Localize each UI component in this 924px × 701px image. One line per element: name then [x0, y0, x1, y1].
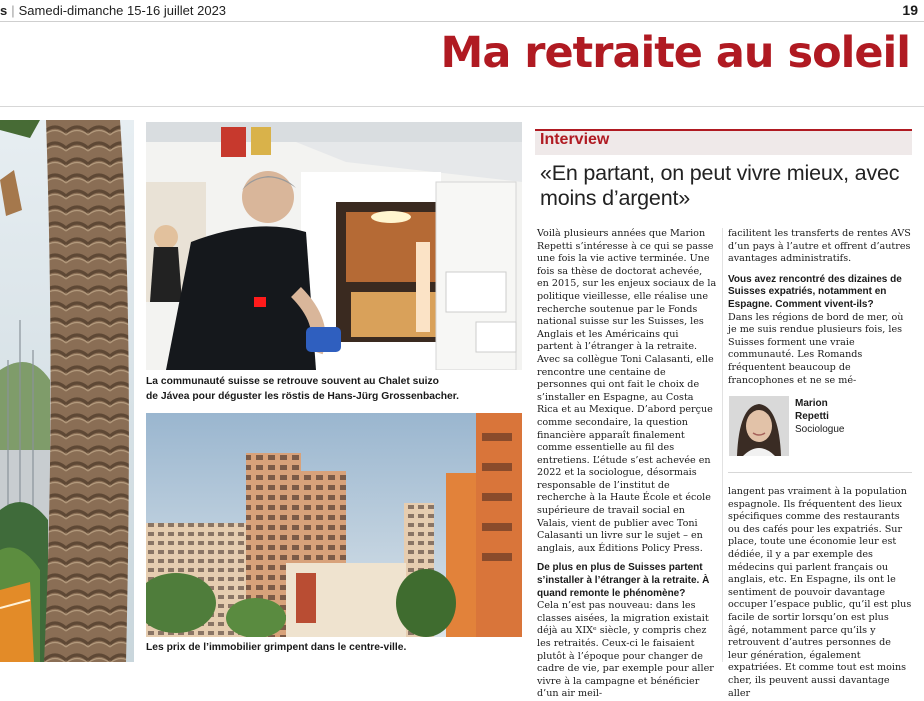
answer-2: Dans les régions de bord de mer, où je me suis rendue plusieurs fois, les Suisses forment une vraie communauté. Les Romands fréquentent beaucoup de francophones et ne se mé-: [728, 311, 904, 386]
headline-divider: [0, 106, 924, 107]
kitchen-photo: [146, 122, 522, 370]
question-2: Vous avez rencontré des dizaines de Suisses expatriés, notamment en Espagne. Comment vivent-ils?: [728, 273, 902, 310]
palm-tree-illustration: [0, 120, 134, 662]
palm-tree-photo: [0, 120, 134, 662]
city-buildings-illustration: [146, 413, 522, 637]
author-divider: [728, 472, 912, 473]
interview-column-1: [537, 228, 717, 701]
interview-column-2-top: [728, 228, 912, 387]
page-headline: Ma retraite au soleil: [440, 28, 910, 78]
interview-intro: Voilà plusieurs années que Marion Repetti s’intéresse à ce qui se passe une fois la vie active terminée. Une fois sa thèse de doctorat achevée, en 2015, sur les enjeux sociaux de la politique vieillesse, elle réalise une recherche soutenue par le Fonds national suisse sur les Suisses, les Anglais et les Américains qui partent à l’étranger à la retraite. Avec sa collègue Toni Calasanti, elle rencontre une centaine de personnes qui ont fait le choix de s’installer en Espagne, au Costa Rica et au Mexique. D’abord perçue comme secondaire, la question financière apparaît finalement comme essentielle au fil des entretiens. L’étude s’est achevée en 2022 et la sociologue, désormais responsable de l’institut de recherche à la Haute École et école supérieure de travail social en Valais, vient de publier avec Toni Calasanti un livre sur le sujet – en anglais, aux Éditions Policy Press.: [537, 228, 717, 554]
chalet-kitchen-illustration: [146, 122, 522, 370]
city-photo: [146, 413, 522, 637]
interview-label: Interview: [540, 131, 610, 148]
interview-column-2-bottom: langent pas vraiment à la population espagnole. Ils fréquentent des lieux spécifiques comme des restaurants ou des cafés pour les expatriés. Sur place, toute une économie leur est dédiée, il y a par exemple des médecins qui parlent français ou anglais, etc. En Espagne, ils ont le sentiment de pouvoir davantage occuper l’espace public, qu’il est plus facile de sortir lorsqu’on est plus âgé, notamment parce qu’ils y retrouvent d’autres personnes de leur génération, également expatriées. Et comme tout est moins cher, ils peuvent aussi davantage aller: [728, 486, 912, 699]
column-divider: [722, 228, 723, 662]
kitchen-caption-line2: de Jávea pour déguster les röstis de Hans-Jürg Grossenbacher.: [146, 391, 460, 402]
question-1: De plus en plus de Suisses partent s’installer à l’étranger à la retraite. À quand remonte le phénomène?: [537, 562, 710, 599]
kitchen-caption-line1: La communauté suisse se retrouve souvent au Chalet suizo: [146, 376, 439, 387]
author-first-name: Marion: [795, 398, 828, 409]
author-portrait-illustration: [729, 396, 789, 456]
section-name: s: [0, 3, 8, 18]
page-header-date: [0, 3, 226, 18]
city-photo-caption: Les prix de l’immobilier grimpent dans le centre-ville.: [146, 642, 407, 653]
issue-date: Samedi-dimanche 15-16 juillet 2023: [18, 3, 227, 18]
kitchen-photo-caption: [146, 374, 526, 404]
answer-1: Cela n’est pas nouveau: dans les classes aisées, la migration existait déjà au XIXᵉ siècle, y compris chez les retraités. Ceux-ci le faisaient plutôt à l’époque pour changer de cadre de vie, par exemple pour aller vivre à la campagne et bénéficier d’un air meil-: [537, 600, 714, 700]
author-name: [795, 398, 829, 423]
interview-title: «En partant, on peut vivre mieux, avec moins d’argent»: [540, 161, 900, 210]
header-divider: [0, 21, 924, 22]
author-role: Sociologue: [795, 424, 845, 435]
author-last-name: Repetti: [795, 410, 829, 422]
page-number: 19: [902, 2, 918, 18]
header-separator: |: [11, 3, 15, 18]
author-portrait: [729, 396, 789, 456]
answer-continuation: facilitent les transferts de rentes AVS d’un pays à l’autre et offrent d’autres avantages administratifs.: [728, 228, 911, 265]
